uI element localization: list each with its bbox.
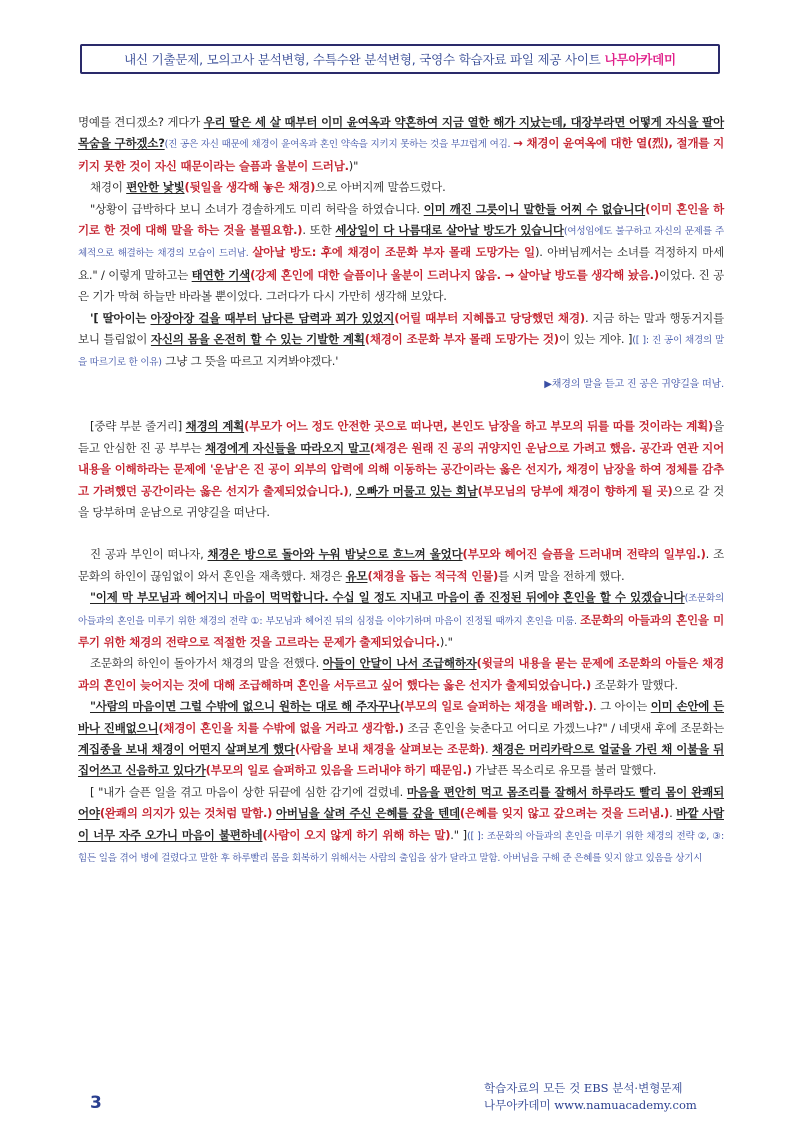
exam-annotation: (사람이 오지 않게 하기 위해 하는 말) [262, 827, 451, 842]
text-span: 그냥 그 뜻을 따르고 지켜봐야겠다.' [161, 354, 339, 369]
underlined-text: 이미 깨진 그릇이니 말한들 어찌 수 없습니다 [423, 201, 646, 216]
underlined-text: 편안한 낯빛 [126, 180, 185, 195]
exam-annotation: 조문화의 아들과의 혼인을 미루기 위한 채경의 전략으로 적절한 것을 고르라는 문제가 출제되었습니다. [78, 612, 724, 649]
footer-line-2: 나무아카데미 www.namuacademy.com [484, 1098, 697, 1112]
underlined-text: 계집종을 보내 채경이 어떤지 살펴보게 했다 [78, 741, 295, 756]
exam-annotation: (강제 혼인에 대한 슬픔이나 울분이 드러나지 않음. → 살아날 방도를 생각해 놨음.) [250, 267, 659, 282]
text-span: 으로 아버지께 말씀드렸다. [315, 180, 446, 195]
exam-annotation: → 채경이 윤여옥에 대한 열(烈), 절개를 지키지 못한 것이 자신 때문이라는 슬픔과 울분이 드러남. [78, 136, 725, 173]
summary-note: ▶채경의 말을 듣고 진 공은 귀양길을 떠남. [544, 378, 724, 390]
text-span: . 지금 하는 말과 행동거지를 보니 틀림없이 [78, 310, 724, 347]
text-span: 이 있는 게야. ] [558, 332, 633, 347]
underlined-text: 채경은 방으로 돌아와 누워 밤낮으로 흐느껴 울었다 [207, 547, 463, 562]
commentary-note: (진 공은 자신 때문에 채경이 윤여옥과 혼인 약속을 지키지 못하는 것을 부끄럽게 여김. [164, 139, 514, 151]
exam-annotation: (사람을 보내 채경을 살펴보는 조문화) [294, 741, 485, 756]
underlined-text: "사람의 마음이면 그럴 수밖에 없으니 원하는 대로 해 주자꾸나 [90, 699, 400, 714]
text-span: 명예를 견디겠소? 게다가 [78, 115, 204, 129]
underlined-text: 바깥 사람이 너무 자주 오가니 마음이 불편하네 [78, 806, 724, 842]
underlined-text: 이미 손안에 든 바나 진배없으니 [78, 699, 724, 735]
document-body [78, 112, 724, 869]
text-span: 채경이 [90, 180, 127, 195]
paragraph-5 [78, 416, 724, 523]
exam-annotation: (이미 혼인을 하기로 한 것에 대해 말을 하는 것을 불필요함.) [78, 201, 725, 238]
exam-annotation: (부모와 헤어진 슬픔을 드러내며 전략의 일부임.) [462, 547, 706, 562]
exam-annotation: (은혜를 잊지 않고 갚으려는 것을 드러냄.) [459, 806, 670, 821]
page-number: 3 [90, 1093, 102, 1113]
underlined-text: 아장아장 걸을 때부터 남다른 담력과 꾀가 있었지 [150, 310, 395, 325]
text-span: 진 공과 부인이 떠나자, [90, 547, 208, 562]
paragraph-7 [78, 587, 724, 653]
footer [484, 1080, 724, 1114]
text-span: 을 듣고 안심한 진 공 부부는 [78, 419, 724, 455]
text-span: , [348, 483, 356, 498]
paragraph-3 [78, 199, 724, 308]
underlined-text: 오빠가 머물고 있는 회남 [355, 483, 478, 498]
footer-line-1: 학습자료의 모든 것 EBS 분석·변형문제 [484, 1081, 683, 1095]
text-span: "상황이 급박하다 보니 소녀가 경솔하게도 미리 허락을 하였습니다. [90, 201, 424, 216]
underlined-text: 태연한 기색 [191, 267, 251, 282]
underlined-text: 채경에게 자신들을 따라오지 말고 [205, 440, 370, 455]
exam-annotation: (부모의 일로 슬퍼하는 채경을 배려함.) [399, 699, 594, 714]
text-span: . 또한 [302, 223, 336, 238]
paragraph-2 [78, 177, 724, 198]
underlined-text: 채경의 계획 [185, 419, 245, 434]
underlined-text: 자신의 몸을 온전히 할 수 있는 기발한 계획 [150, 332, 365, 347]
exam-annotation: (완쾌의 의지가 있는 것처럼 말함.) [99, 806, 273, 821]
text-span: 조문화가 말했다. [591, 677, 678, 692]
underlined-text: 채경은 머리카락으로 얼굴을 가린 채 이불을 뒤집어쓰고 신음하고 있다가 [78, 741, 724, 778]
commentary-note: ([ ]: 조문화의 아들과의 혼인을 미루기 위한 채경의 전략 ②, ③: 힘든 일을 겪어 병에 걸렸다고 말한 후 하루빨리 몸을 회복하기 위해서는 사람의 출입을 삼가 달라고 말함. 아버님을 구해 준 은혜를 잊지 않고 있음을 상기시 [78, 830, 724, 864]
text-span: . [484, 741, 493, 756]
text-span: 를 시켜 말을 전하게 했다. [498, 568, 625, 583]
paragraph-10 [78, 782, 724, 870]
text-span: [ "내가 슬픈 일을 겪고 마음이 상한 뒤끝에 심한 감기에 걸렸네. [90, 784, 407, 799]
commentary-note: (여성임에도 불구하고 자신의 문제를 주체적으로 해결하는 채경의 모습이 드러남. [78, 226, 724, 260]
text-span: . [669, 806, 677, 821]
underlined-text: 세상일이 다 나름대로 살아날 방도가 있습니다 [335, 223, 564, 238]
underlined-text: 유모 [345, 568, 368, 583]
exam-annotation: (채경이 조문화 부자 몰래 도망가는 것) [364, 332, 559, 347]
text-span: 조금 혼인을 늦춘다고 어디로 가겠느냐?" / 네댓새 후에 조문화는 [403, 720, 724, 735]
text-span: [중략 부분 줄거리] [90, 419, 186, 434]
exam-annotation: (부모님의 당부에 채경이 향하게 될 곳) [477, 483, 673, 498]
text-span: 으로 갈 것을 당부하며 운남으로 귀양길을 떠난다. [78, 483, 725, 519]
spacer [78, 395, 724, 416]
spacer [78, 523, 724, 544]
paragraph-6 [78, 544, 724, 587]
commentary-note: ([ ]: 진 공이 채경의 말을 따르기로 한 이유) [78, 335, 725, 369]
exam-annotation: (채경이 혼인을 치를 수밖에 없을 거라고 생각함.) [158, 720, 404, 735]
text-span: )" [348, 158, 359, 173]
paragraph-4 [78, 308, 724, 374]
text-span: 가냘픈 목소리로 유모를 불러 말했다. [471, 763, 657, 778]
text-span: 조문화의 하인이 돌아가서 채경의 말을 전했다. [90, 656, 323, 671]
text-span: . 조문화의 하인이 끊임없이 와서 혼인을 재촉했다. 채경은 [78, 547, 724, 583]
text-span: 이었다. 진 공은 기가 막혀 하늘만 바라볼 뿐이었다. 그러다가 다시 가만히 생각해 보았다. [78, 267, 724, 304]
brand-name: 나무아카데미 [604, 52, 676, 67]
paragraph-9 [78, 696, 724, 782]
text-span: ." ] [450, 827, 467, 842]
text-span: ). 아버님께서는 소녀를 걱정하지 마세요." / 이렇게 말하고는 [78, 245, 725, 282]
exam-annotation: (뒷일을 생각해 놓은 채경) [184, 180, 316, 195]
exam-annotation: (부모가 어느 정도 안전한 곳으로 떠나면, 본인도 남장을 하고 부모의 뒤를 따를 것이라는 계획) [244, 419, 714, 434]
exam-annotation: (부모의 일로 슬퍼하고 있음을 드러내야 하기 때문임.) [205, 763, 472, 778]
underlined-text: 아버님을 살려 주신 은혜를 갚을 텐데 [275, 806, 460, 821]
paragraph-8 [78, 653, 724, 696]
text-span: )." [439, 634, 453, 649]
banner-text: 내신 기출문제, 모의고사 분석변형, 수특수완 분석변형, 국영수 학습자료 파일 제공 사이트 [124, 52, 601, 67]
exam-annotation: (어릴 때부터 지혜롭고 당당했던 채경) [394, 310, 585, 325]
underlined-text: 아들이 안달이 나서 조급해하자 [322, 656, 477, 671]
exam-annotation: (채경을 돕는 적극적 인물) [367, 568, 499, 583]
site-banner [80, 44, 720, 74]
exam-annotation: (채경은 원래 진 공의 귀양지인 운남으로 가려고 했음. 공간과 연관 지어 내용을 이해하라는 문제에 '운남'은 진 공이 외부의 압력에 의해 이동하는 공간이라는 옳은 선지가, 채경이 남장을 하여 정체를 감추고 가려했던 공간이라는 옳은 선지가 출제되었습니다.) [78, 440, 724, 498]
paragraph-1 [78, 112, 724, 177]
exam-annotation: 살아날 방도: 후에 채경이 조문화 부자 몰래 도망가는 일 [252, 245, 535, 260]
text-span: '[ 딸아이는 [90, 310, 151, 325]
underlined-text: 우리 딸은 세 살 때부터 이미 윤여옥과 약혼하여 지금 열한 해가 지났는데, 대장부라면 어떻게 자식을 팔아 목숨을 구하겠소? [78, 115, 725, 151]
text-span: . 그 아이는 [593, 699, 651, 714]
commentary-note: (조문화의 아들과의 혼인을 미루기 위한 채경의 전략 ①: 부모님과 헤어진 뒤의 심정을 이야기하며 마음이 진정될 때까지 혼인을 미룸. [78, 593, 724, 627]
underlined-text: "이제 막 부모님과 헤어지니 마음이 먹먹합니다. 수십 일 정도 지내고 마음이 좀 진정된 뒤에야 혼인을 할 수 있겠습니다 [90, 590, 685, 605]
underlined-text: 마음을 편안히 먹고 몸조리를 잘해서 하루라도 빨리 몸이 완쾌되어야 [78, 784, 725, 821]
exam-annotation: (윗글의 내용을 묻는 문제에 조문화의 아들은 채경과의 혼인이 늦어지는 것에 대해 조급해하며 혼인을 서두르고 싶어 했다는 옳은 선지가 출제되었습니다.) [78, 656, 724, 692]
